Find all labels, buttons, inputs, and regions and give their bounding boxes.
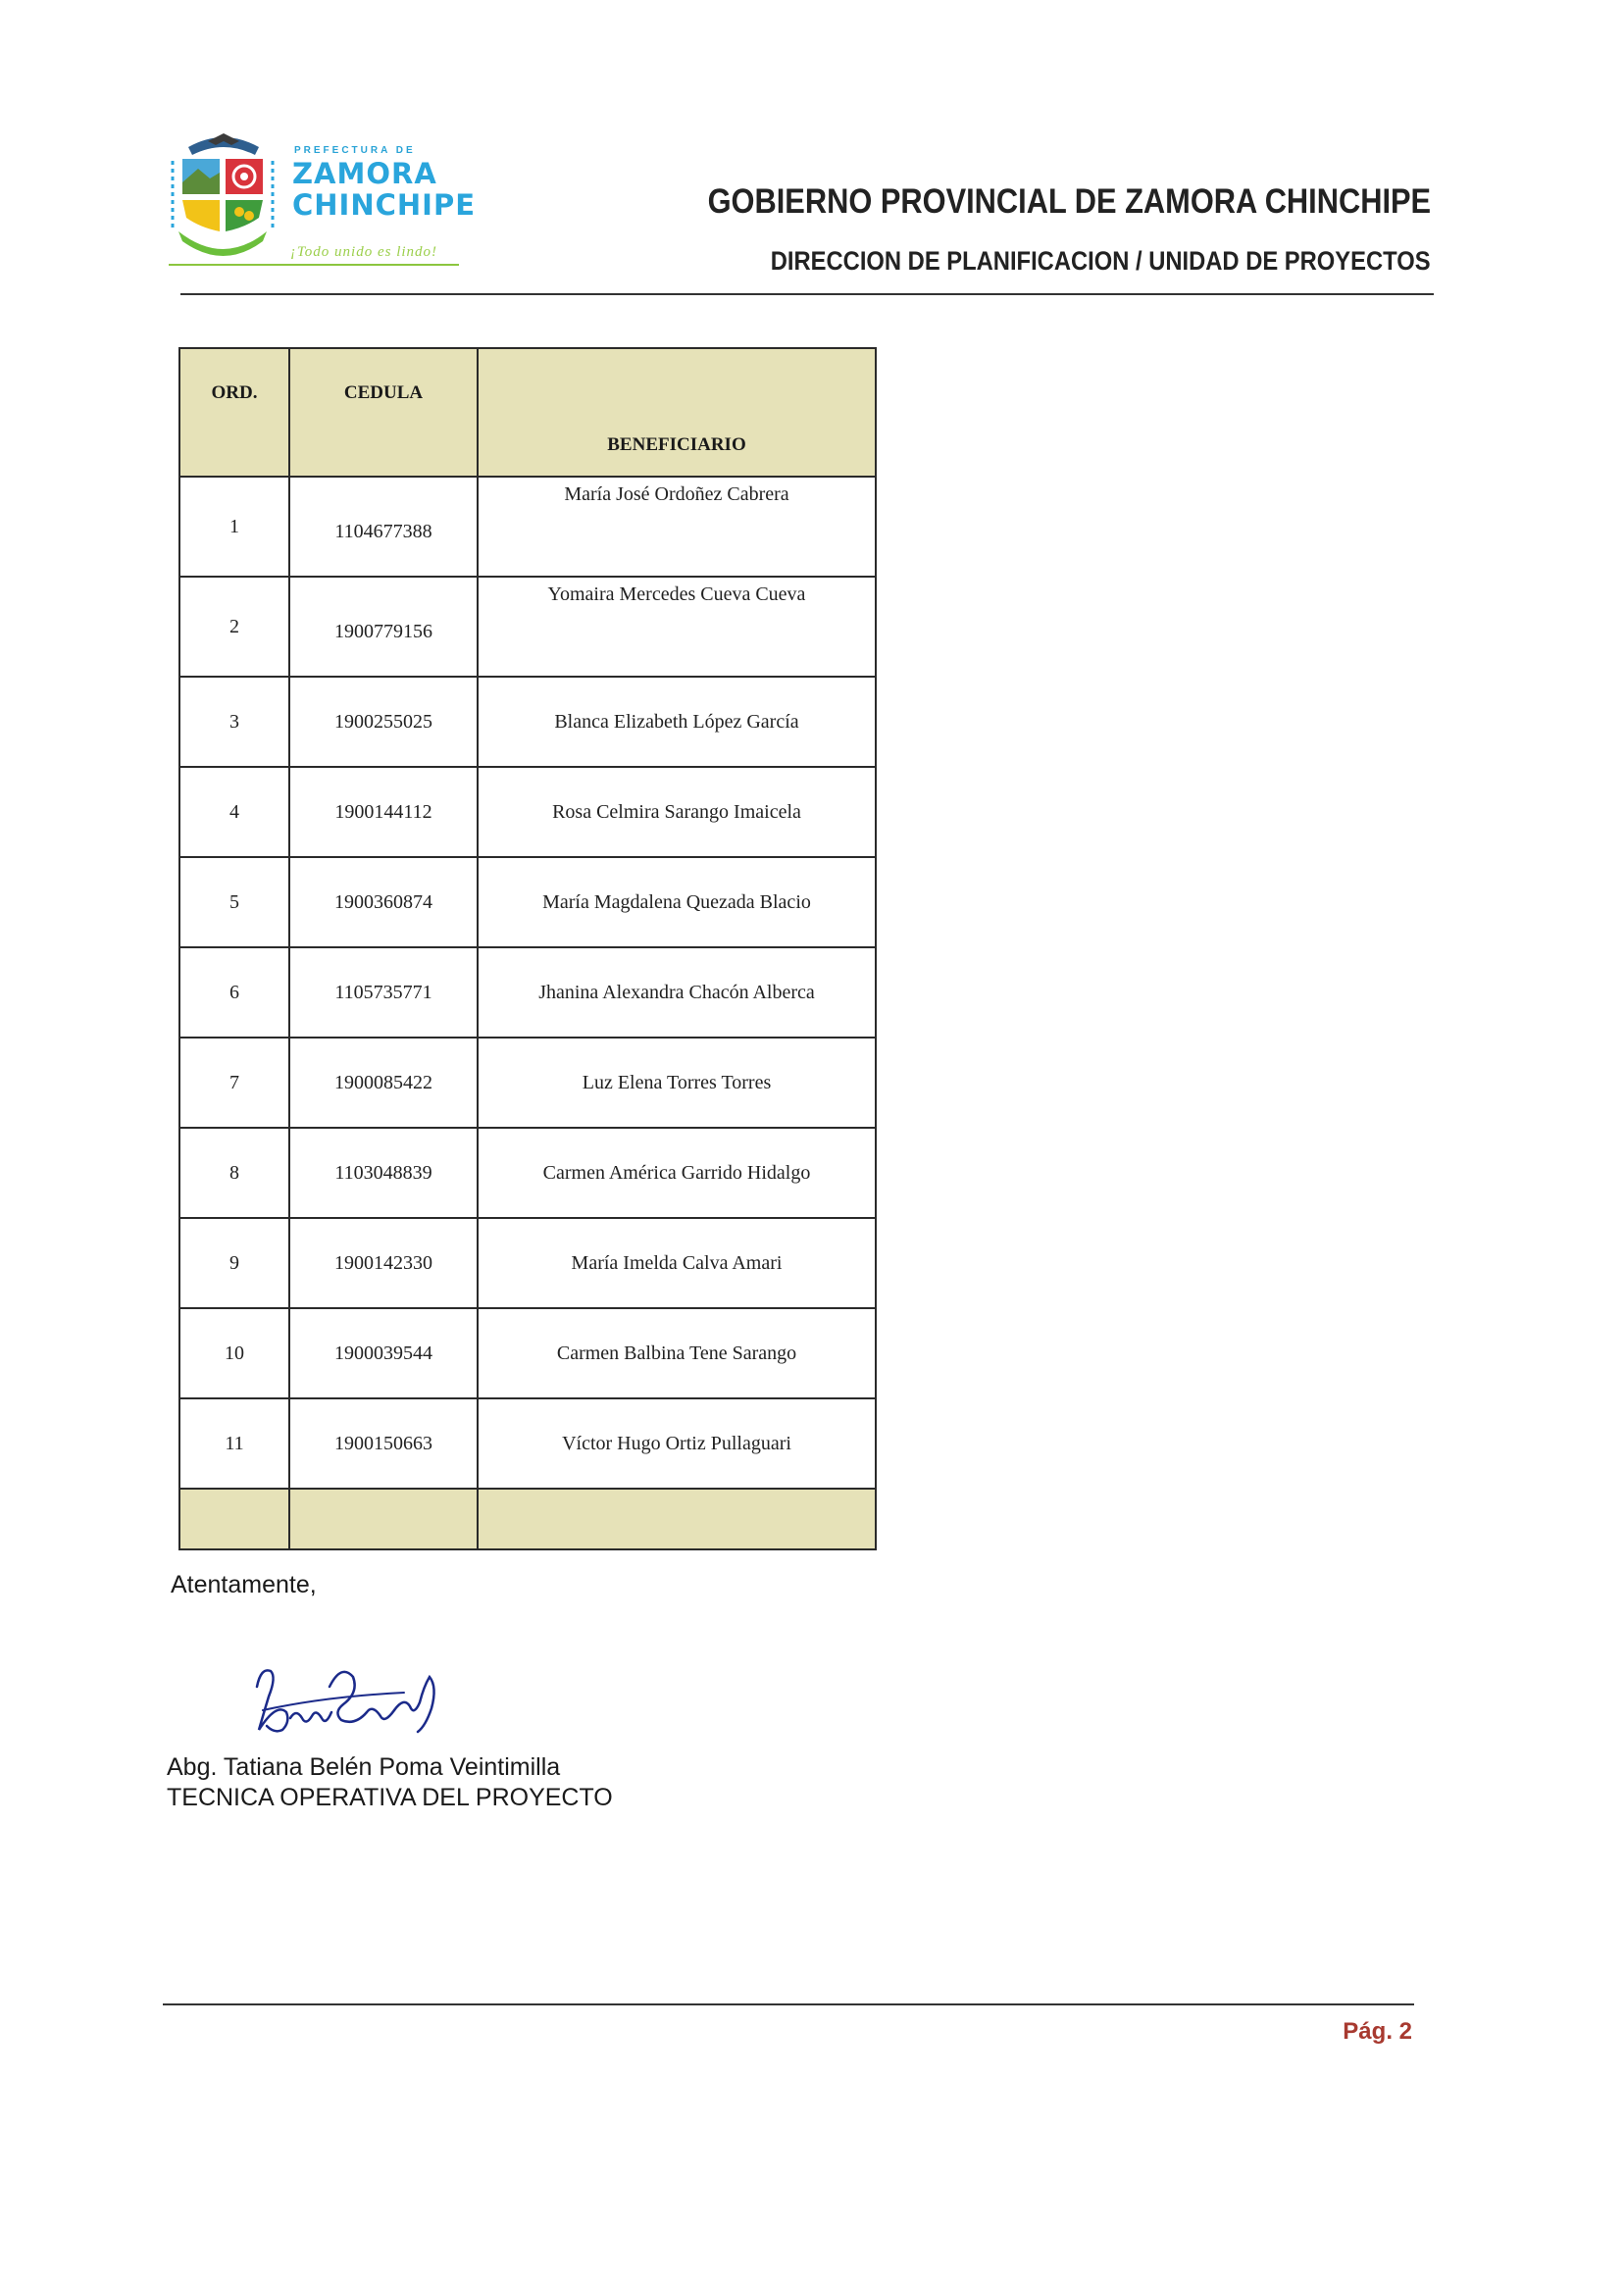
footer-divider <box>163 2003 1414 2005</box>
cell-beneficiario: María Imelda Calva Amari <box>478 1218 876 1308</box>
logo-tagline: ¡Todo unido es lindo! <box>290 244 438 260</box>
cell-beneficiario: Carmen América Garrido Hidalgo <box>478 1128 876 1218</box>
cell-ord: 10 <box>179 1308 289 1398</box>
footer-cell <box>179 1489 289 1549</box>
cell-beneficiario: Blanca Elizabeth López García <box>478 677 876 767</box>
cell-ord: 9 <box>179 1218 289 1308</box>
signer-role: TECNICA OPERATIVA DEL PROYECTO <box>167 1784 613 1811</box>
cell-ord: 2 <box>179 577 289 677</box>
table-row <box>179 767 876 857</box>
page-number: Pág. 2 <box>1343 2018 1412 2045</box>
cell-beneficiario: Carmen Balbina Tene Sarango <box>478 1308 876 1398</box>
table-row <box>179 477 876 577</box>
table-row <box>179 577 876 677</box>
cell-ord: 5 <box>179 857 289 947</box>
footer-cell <box>289 1489 478 1549</box>
cell-ord: 7 <box>179 1038 289 1128</box>
cell-ord: 8 <box>179 1128 289 1218</box>
cell-cedula: 1900150663 <box>289 1398 478 1489</box>
handwritten-signature <box>247 1647 443 1755</box>
table-row <box>179 1398 876 1489</box>
cell-cedula: 1900144112 <box>289 767 478 857</box>
cell-cedula: 1104677388 <box>289 477 478 577</box>
cell-beneficiario: Yomaira Mercedes Cueva Cueva <box>478 577 876 677</box>
footer-cell <box>478 1489 876 1549</box>
prefecture-logo <box>169 133 477 271</box>
logo-wordmark-line2: CHINCHIPE <box>292 188 477 222</box>
column-header-ord: ORD. <box>179 348 289 477</box>
column-header-cedula: CEDULA <box>289 348 478 477</box>
table-footer-row <box>179 1489 876 1549</box>
cell-ord: 6 <box>179 947 289 1038</box>
cell-cedula: 1900255025 <box>289 677 478 767</box>
header-divider <box>180 293 1434 295</box>
table-row <box>179 857 876 947</box>
cell-cedula: 1105735771 <box>289 947 478 1038</box>
cell-beneficiario: María José Ordoñez Cabrera <box>478 477 876 577</box>
beneficiaries-table <box>178 347 877 1550</box>
table-row <box>179 1038 876 1128</box>
cell-beneficiario: Jhanina Alexandra Chacón Alberca <box>478 947 876 1038</box>
logo-subtitle: PREFECTURA DE <box>294 145 416 156</box>
table-row <box>179 1218 876 1308</box>
cell-cedula: 1900039544 <box>289 1308 478 1398</box>
logo-underline <box>169 264 459 266</box>
cell-cedula: 1900779156 <box>289 577 478 677</box>
table-row <box>179 1308 876 1398</box>
cell-cedula: 1900085422 <box>289 1038 478 1128</box>
cell-cedula: 1900360874 <box>289 857 478 947</box>
cell-beneficiario: Luz Elena Torres Torres <box>478 1038 876 1128</box>
closing-salutation: Atentamente, <box>171 1571 317 1598</box>
cell-ord: 1 <box>179 477 289 577</box>
table-row <box>179 947 876 1038</box>
department-subtitle: DIRECCION DE PLANIFICACION / UNIDAD DE PROYECTOS <box>771 246 1431 276</box>
table-header-row <box>179 348 876 477</box>
organization-title: GOBIERNO PROVINCIAL DE ZAMORA CHINCHIPE <box>707 182 1431 221</box>
cell-beneficiario: María Magdalena Quezada Blacio <box>478 857 876 947</box>
cell-cedula: 1900142330 <box>289 1218 478 1308</box>
cell-beneficiario: Víctor Hugo Ortiz Pullaguari <box>478 1398 876 1489</box>
cell-cedula: 1103048839 <box>289 1128 478 1218</box>
signer-name: Abg. Tatiana Belén Poma Veintimilla <box>167 1753 561 1781</box>
column-header-beneficiario: BENEFICIARIO <box>478 348 876 477</box>
table-row <box>179 677 876 767</box>
coat-of-arms-icon <box>169 133 279 267</box>
cell-beneficiario: Rosa Celmira Sarango Imaicela <box>478 767 876 857</box>
table-row <box>179 1128 876 1218</box>
cell-ord: 4 <box>179 767 289 857</box>
logo-wordmark-line1: ZAMORA <box>292 157 437 190</box>
cell-ord: 11 <box>179 1398 289 1489</box>
cell-ord: 3 <box>179 677 289 767</box>
